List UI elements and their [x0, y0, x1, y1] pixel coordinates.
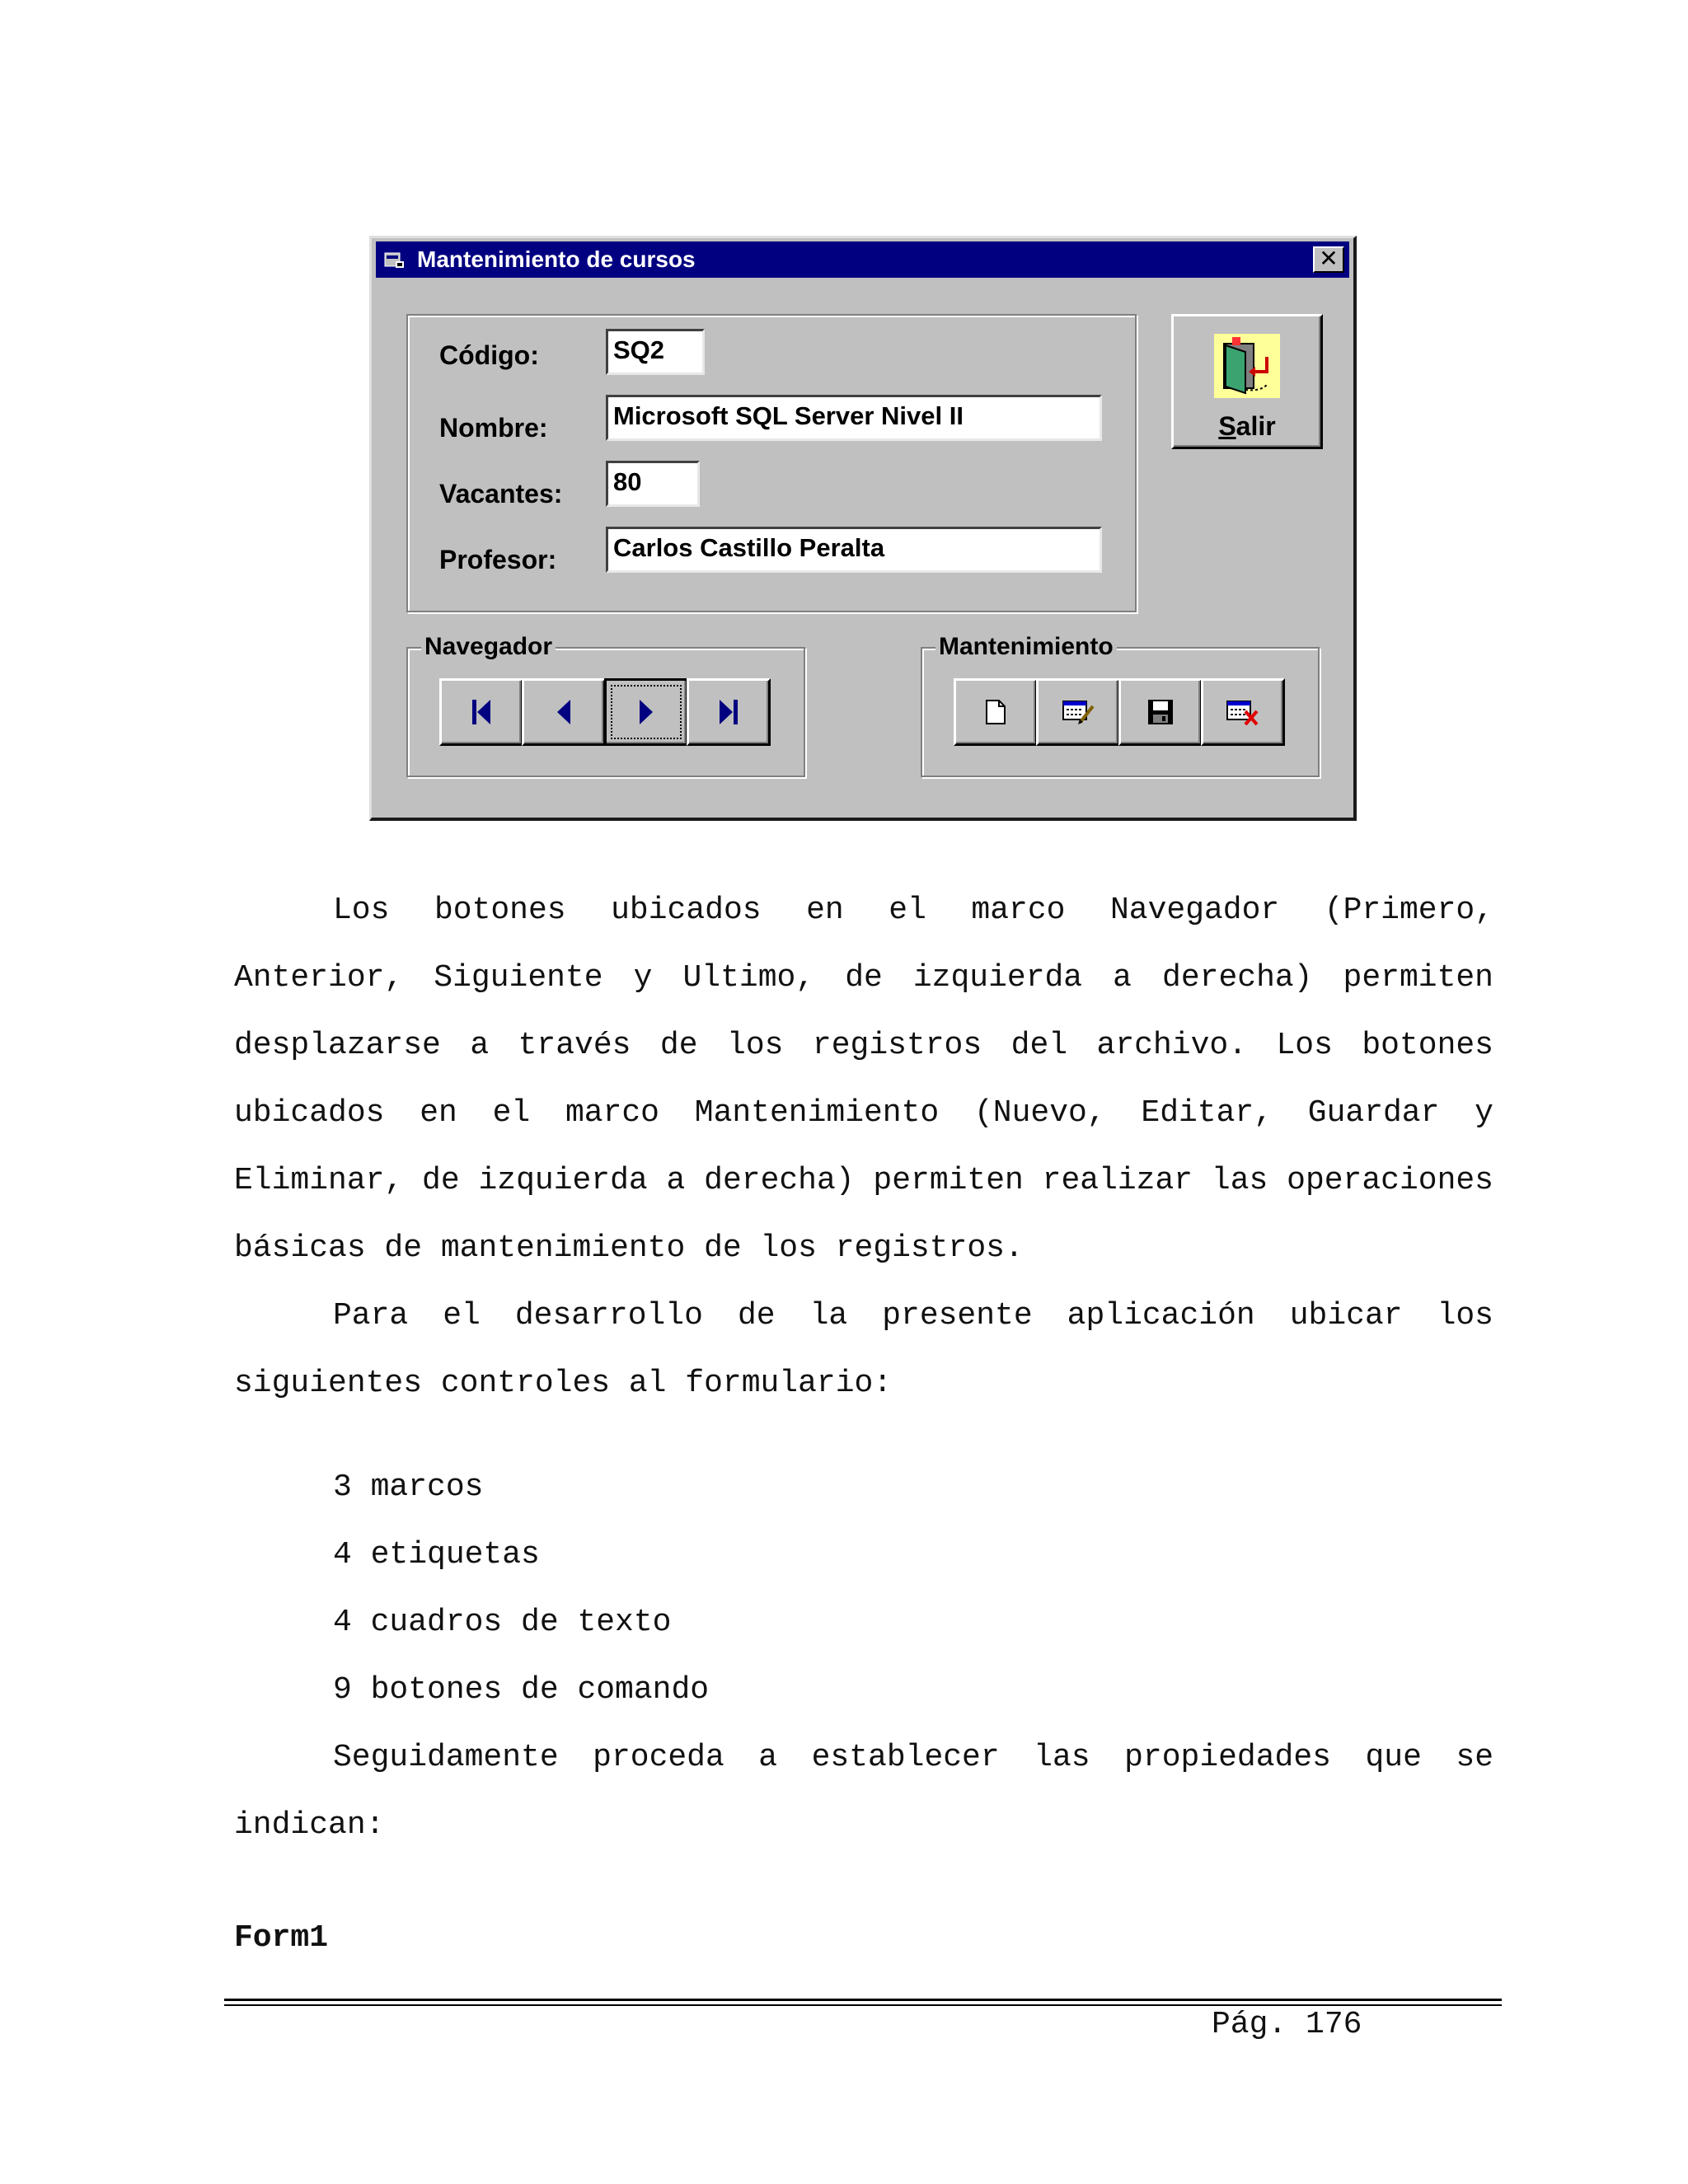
salir-button[interactable] [1171, 314, 1323, 449]
footer-rule-top [224, 1999, 1502, 2001]
window-title: Mantenimiento de cursos [417, 246, 696, 272]
title-bar[interactable] [376, 241, 1349, 278]
list-item: 9 botones de comando [333, 1672, 710, 1708]
new-button[interactable] [954, 678, 1038, 746]
page-number: Pág. 176 [1212, 2007, 1362, 2042]
close-button[interactable] [1313, 246, 1344, 273]
paragraph-desarrollo: Para el desarrollo de la presente aplicación ubicar los siguientes controles al formulario: [234, 1298, 1493, 1401]
form-window [369, 236, 1357, 821]
section-title: Form1 [234, 1920, 329, 1956]
edit-icon [1062, 698, 1095, 726]
delete-button[interactable] [1201, 678, 1285, 746]
footer-rule-bottom [224, 2004, 1502, 2006]
codigo-label: Código: [439, 340, 539, 370]
paragraph-propiedades: Seguidamente proceda a establecer las propiedades que se indican: [234, 1740, 1493, 1843]
vacantes-label: Vacantes: [439, 479, 563, 509]
delete-icon [1226, 698, 1260, 726]
close-icon: ✕ [1319, 246, 1339, 271]
nombre-label: Nombre: [439, 413, 548, 443]
list-item: 4 etiquetas [333, 1537, 540, 1572]
navegador-legend: Navegador [421, 632, 556, 662]
last-icon [716, 698, 741, 726]
mantenimiento-frame [921, 633, 1320, 777]
previous-button[interactable] [522, 678, 606, 746]
previous-icon [554, 698, 574, 726]
profesor-input[interactable]: Carlos Castillo Peralta [606, 527, 1102, 573]
new-document-icon [984, 699, 1007, 725]
app-icon [384, 250, 406, 269]
edit-button[interactable] [1036, 678, 1120, 746]
salir-label: Salir [1218, 411, 1276, 441]
list-item: 3 marcos [333, 1469, 484, 1505]
next-icon [636, 698, 656, 726]
profesor-label: Profesor: [439, 545, 557, 574]
first-icon [469, 698, 494, 726]
save-button[interactable] [1118, 678, 1203, 746]
list-item: 4 cuadros de texto [333, 1605, 672, 1640]
exit-icon [1212, 332, 1282, 400]
navegador-frame [406, 633, 805, 777]
next-button[interactable] [604, 678, 688, 746]
nombre-input[interactable]: Microsoft SQL Server Nivel II [606, 395, 1102, 441]
vacantes-input[interactable]: 80 [606, 461, 700, 507]
mantenimiento-legend: Mantenimiento [935, 632, 1117, 662]
first-button[interactable] [439, 678, 523, 746]
fields-frame [406, 314, 1137, 612]
codigo-input[interactable]: SQ2 [606, 329, 705, 375]
paragraph-botones: Los botones ubicados en el marco Navegador (Primero, Anterior, Siguiente y Ultimo, de izquierda a derecha) permiten desplazarse a través de los registros del archivo. Los botones ubicados en el marco Mantenimiento (Nuevo, Editar, Guardar y Eliminar, de izquierda a derecha) permiten realizar las operaciones básicas de mantenimiento de los registros. [234, 893, 1493, 1266]
last-button[interactable] [687, 678, 771, 746]
save-icon [1146, 698, 1175, 726]
